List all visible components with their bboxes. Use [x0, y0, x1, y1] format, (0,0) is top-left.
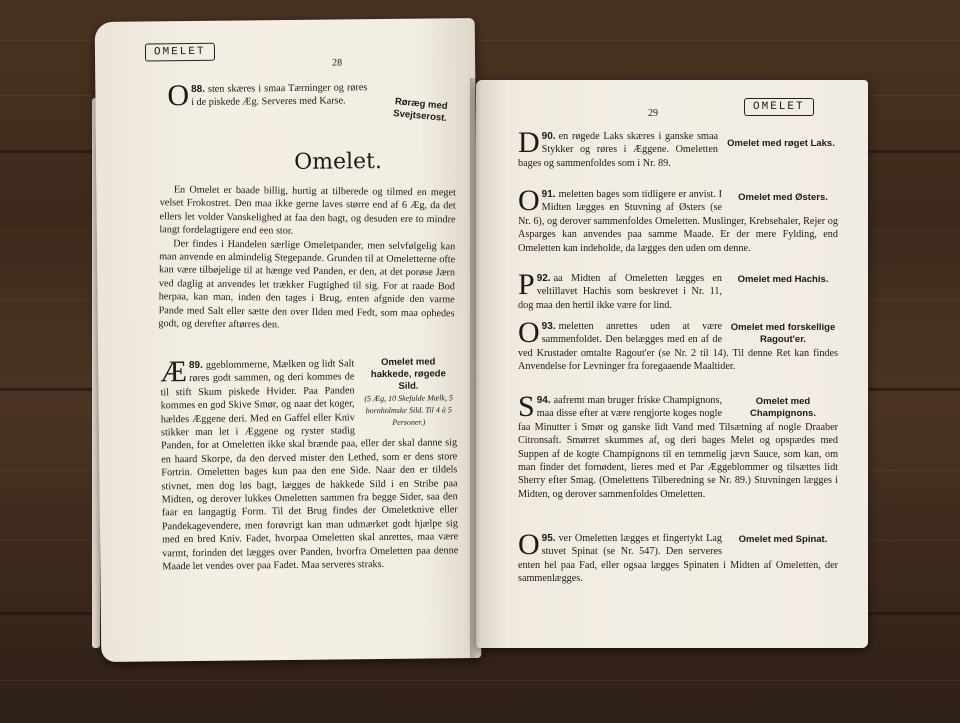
- recipe-number: 89.: [188, 359, 203, 372]
- recipe-number: 92.: [536, 273, 551, 284]
- book-gutter-shadow: [470, 78, 484, 658]
- wood-grain: [0, 680, 960, 681]
- recipe-89-side-note: (5 Æg, 10 Skefulde Mælk, 5 bornholmske Sild. Til 4 à 5 Personer.): [364, 393, 453, 427]
- section-heading: Omelet.: [294, 149, 383, 175]
- drop-cap: O: [518, 316, 540, 349]
- recipe-88: [167, 79, 368, 113]
- recipe-text: ggeblommerne, Mælken og lidt Salt røres godt sammen, og deri kommes de til stift Skum piskede Hvider. Paa Panden kommes en god Skive Smør, og naar det koger, hældes Æggene deri. Med en Gaffel eller Kniv stikker man let i Æggene og ryster stadig Panden, for at Omeletten ikke skal brænde paa, eller der skal danne sig en haard Skorpe, da den derved mister den Lethed, som er dens store Fortrin. Omeletten bages kun paa den ene Side. Naar den er tildels stivnet, men dog løs bagt, lægges de hakkede Sild i en Stribe paa Midten, og derover lukkes Omeletten sammen fra begge Sider, saa den faar en langagtig Form. Til det Brug findes der Omeletknive eller Pandekagevendere, men forøvrigt kan man udmærket godt hjælpe sig med en bred Kniv. Fadet, hvorpaa Omeletten skal anrettes, maa være varmt, forinden det lægges over Panden, hvorfra Omeletten paa denne Maade let vendes over paa Fadet. Maa serveres straks.: [160, 358, 459, 573]
- left-page-number: 28: [332, 57, 343, 69]
- recipe-number: 95.: [541, 533, 556, 544]
- recipe-90: [518, 126, 718, 170]
- recipe-text: aa Midten af Omeletten lægges en veltillavet Hachis som beskrevet i Nr. 11, dog maa den hertil ikke være for lind.: [518, 273, 722, 311]
- recipe-number: 94.: [536, 395, 551, 406]
- recipe-89-title: [360, 356, 457, 429]
- drop-cap: Æ: [160, 355, 188, 389]
- recipe-number: 90.: [541, 131, 556, 142]
- recipe-89-side-title: Omelet med hakkede, røgede Sild.: [370, 356, 446, 392]
- recipe-91-title: Omelet med Østers.: [738, 192, 828, 203]
- recipe-91: [518, 184, 838, 255]
- recipe-text: sten skæres i smaa Tærninger og røres i de piskede Æg. Serveres med Karse.: [191, 82, 368, 109]
- recipe-number: 91.: [541, 189, 556, 200]
- recipe-94-title: Omelet med Champignons.: [750, 396, 816, 419]
- left-page: [95, 18, 482, 662]
- recipe-number: 88.: [190, 83, 206, 96]
- open-cookbook: [88, 18, 878, 668]
- recipe-text: meletten bages som tidligere er anvist. I Midten lægges en Stuvning af Østers (se Nr. 6), og derover sammenfoldes Omeletten. Muslinger, Krebsehaler, Rejer og Asparges kan anvendes paa samme Maade. Er der mere Fylding, end Omeletten kan indeholde, da lægges den uden om denne.: [518, 189, 838, 254]
- drop-cap: P: [518, 268, 535, 301]
- recipe-92-title: Omelet med Hachis.: [737, 274, 829, 285]
- drop-cap: D: [518, 126, 540, 159]
- recipe-93: [518, 316, 838, 374]
- recipe-90-title: Omelet med røget Laks.: [727, 138, 835, 149]
- recipe-89: [160, 356, 458, 574]
- right-header-tag: OMELET: [744, 98, 814, 116]
- recipe-text: meletten anrettes uden at være sammenfoldet. Den belægges med en af de ved Krustader omtalte Ragout'er (se Nr. 2 til 14). Til denne Ret kan findes Anvendelse for Levninger fra foregaaende Maaltider.: [518, 321, 838, 373]
- left-header-tag: OMELET: [145, 43, 215, 62]
- recipe-88-title: Røræg med Svejtserost.: [392, 96, 449, 125]
- recipe-92: [518, 268, 838, 312]
- right-page: [476, 80, 868, 648]
- recipe-94: [518, 390, 838, 501]
- drop-cap: S: [518, 390, 535, 423]
- drop-cap: O: [518, 184, 540, 217]
- recipe-text: en røgede Laks skæres i ganske smaa Stykker og røres i Æggene. Omeletten bages og sammenfoldes som i Nr. 89.: [518, 131, 718, 169]
- recipe-text: aafremt man bruger friske Champignons, maa disse efter at være rengjorte koges nogle faa Minutter i Smør og ganske lidt Vand med Tilsætning af nogle Draaber Citronsaft. Smørret skummes af, og deri bages Melet og opspædes med Suppen af de kogte Champignons til en temmelig jævn Sauce, som kan, om man finder det fornødent, lieres med et Par Æggeblommer og tilsættes lidt Sherry efter Smag. (Omelettens Tilberedning se Nr. 89.) Stuvningen lægges i Midten, og derover sammenfoldes Omeletten.: [518, 395, 838, 500]
- intro-text: [158, 183, 456, 334]
- recipe-95: [518, 528, 838, 586]
- intro-paragraph-2: Der findes i Handelen særlige Omeletpander, men selvfølgelig kan man anvende en almindelig Stegepande. Grunden til at Omeletterne ofte kan være tilbøjelige til at hænge ved Panden, er den, at det porøse Jærn ved daglig at anvendes let trækker Fugtighed til sig. For at raade Bod herpaa, kan man, inden den tages i Brug, enten afgnide den varme Pande med Salt eller sætte den over Ilden med Fedt, som maa ophedes godt, og derefter aftørres den.: [158, 238, 456, 331]
- right-page-number: 29: [648, 108, 658, 119]
- recipe-text: ver Omeletten lægges et fingertykt Lag stuvet Spinat (se Nr. 547). Den serveres enten hel paa Fad, eller ogsaa lægges Spinaten i Midten af Omeletten, der sammenlægges.: [518, 533, 838, 585]
- recipe-number: 93.: [541, 321, 556, 332]
- recipe-95-title: Omelet med Spinat.: [738, 534, 828, 545]
- recipe-93-title: Omelet med forskellige Ragout'er.: [730, 322, 836, 345]
- intro-paragraph-1: En Omelet er baade billig, hurtig at tilberede og tilmed en meget velset Frokostret. Den maa ikke gerne laves større end af 6 Æg, da det ellers let volder Vanskelighed at faa den bagt, og desuden ere to mindre langt fordelagtigere end een stor.: [159, 184, 456, 237]
- drop-cap: O: [518, 528, 540, 561]
- drop-cap: O: [167, 79, 190, 113]
